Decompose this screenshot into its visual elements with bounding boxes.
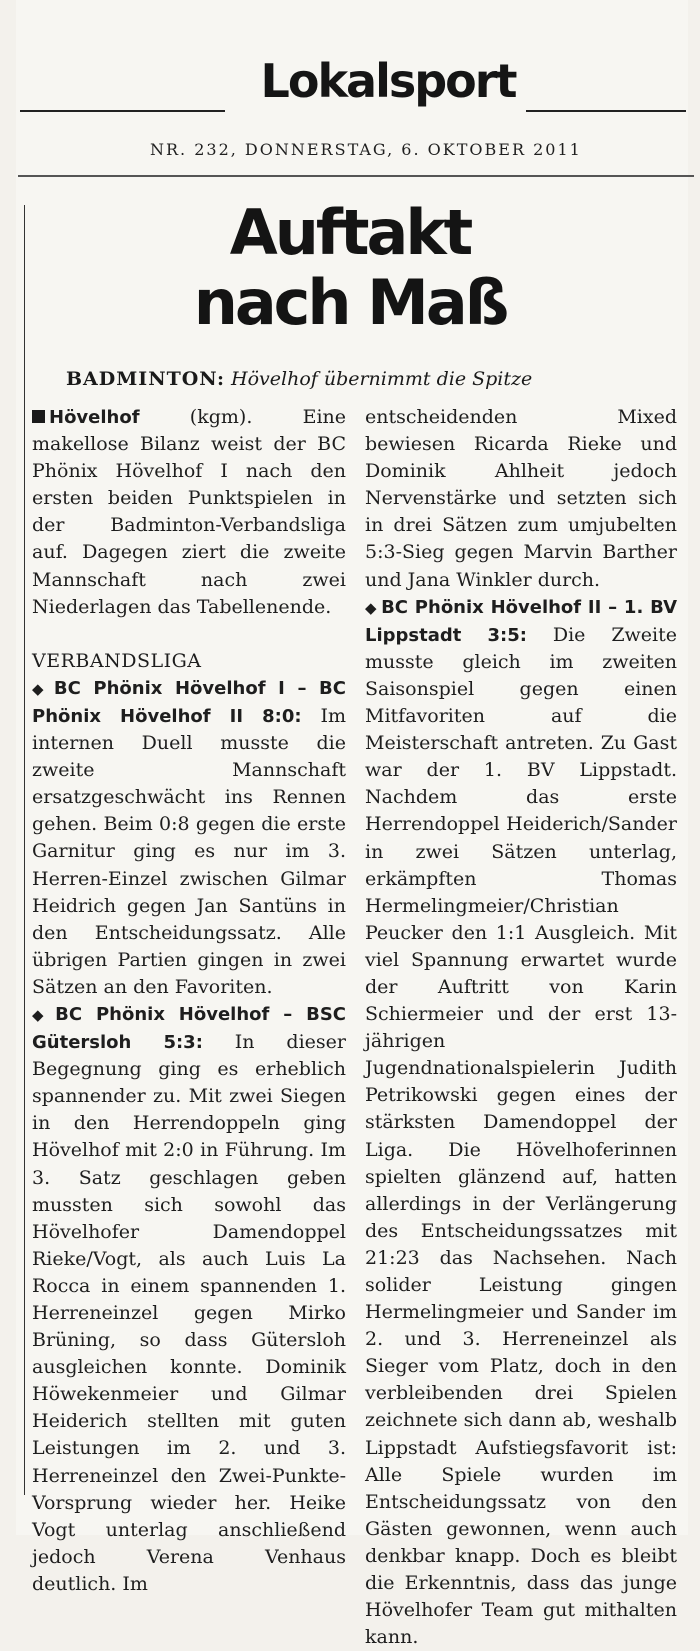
match-3-text: Die Zweite musste gleich im zweiten Saisonspiel gegen einen Mitfavoriten auf die Meisterschaft antreten. Zu Gast war der 1. BV Lippstadt. Nachdem das erste Herrendoppel Heiderich/Sander in zwei Sätzen unterlag, erkämpften Thomas Hermelingmeier/Christian Peucker den 1:1 Ausgleich. Mit viel Spannung erwartet wurde der Auftritt von Karin Schiermeier und der erst 13-jährigen Jugendnationalspielerin Judith Petrikowski gegen eines der stärksten Damendoppel der Liga. Die Hövelhoferinnen spielten glänzend auf, hatten allerdings in der Verlängerung des Entscheidungssatzes mit 21:23 das Nachsehen. Nach solider Leistung gingen Hermelingmeier und Sander im 2. und 3. Herreneinzel als Sieger vom Platz, doch in den verbleibenden drei Spielen zeichnete sich dann ab, weshalb Lippstadt Aufstiegsfavorit ist: Alle Spiele wurden im Entscheidungssatz von den Gästen gewonnen, wenn auch denkbar knapp. Doch es bleibt die Erkenntnis, dass das junge Hövelhofer Team gut mithalten kann. — [365, 623, 678, 1649]
masthead — [20, 52, 680, 122]
issue-dateline: NR. 232, DONNERSTAG, 6. OKTOBER 2011 — [150, 140, 582, 159]
match-3-paragraph — [365, 594, 677, 1651]
masthead-rule-left — [20, 110, 225, 112]
match-2-title: BC Phönix Hövelhof – BSC Gütersloh 5:3: — [32, 1003, 346, 1054]
article-column-left — [32, 404, 346, 1598]
section-title: Lokalsport — [260, 54, 516, 108]
intro-place: Hövelhof — [49, 407, 140, 428]
match-2-continuation: entscheidenden Mixed bewiesen Ricarda Rieke und Dominik Ahlheit jedoch Nervenstärke und setzten sich in drei Sätzen zum umjubelten 5:3-Sieg gegen Marvin Barther und Jana Winkler durch. — [365, 406, 677, 591]
subhead-kicker: BADMINTON: — [66, 368, 225, 390]
diamond-bullet-icon: ◆ — [365, 598, 378, 617]
diamond-bullet-icon: ◆ — [32, 1005, 52, 1024]
left-margin-rule — [24, 205, 25, 1495]
article-headline — [140, 198, 560, 338]
subhead-text: Hövelhof übernimmt die Spitze — [231, 368, 533, 390]
match-2-text: In dieser Begegnung ging es erheblich spannender zu. Mit zwei Siegen in den Herrendoppeln ging Hövelhof mit 2:0 in Führung. Im 3. Satz geschlagen geben mussten sich sowohl das Hövelhofer Damendoppel Rieke/Vogt, als auch Luis La Rocca in einem spannenden 1. Herreneinzel gegen Mirko Brüning, so dass Gütersloh ausgleichen konnte. Dominik Höwekenmeier und Gilmar Heiderich stellten mit guten Leistungen im 2. und 3. Herreneinzel den Zwei-Punkte-Vorsprung wieder her. Heike Vogt unterlag anschließend jedoch Verena Venhaus deutlich. Im — [32, 1031, 346, 1595]
match-1-paragraph — [32, 675, 346, 1001]
article-column-right — [365, 404, 677, 1651]
article-subhead — [66, 368, 666, 390]
league-label: VERBANDSLIGA — [32, 649, 202, 672]
header-divider — [18, 175, 694, 177]
match-2-paragraph — [32, 1001, 346, 1598]
masthead-rule-right — [526, 110, 686, 112]
intro-paragraph — [32, 404, 346, 621]
headline-line-2: nach Maß — [193, 266, 507, 339]
diamond-bullet-icon: ◆ — [32, 679, 50, 698]
intro-text: (kgm). Eine makellose Bilanz weist der BC Phönix Hövelhof I nach den ersten beiden Punktspielen in der Badminton-Verbandsliga auf. Dagegen ziert die zweite Mannschaft nach zwei Niederlagen das Tabellenende. — [32, 406, 347, 618]
match-1-title: BC Phönix Hövelhof I – BC Phönix Hövelhof II 8:0: — [32, 677, 346, 727]
match-1-text: Im internen Duell musste die zweite Mannschaft ersatzgeschwächt ins Rennen gehen. Beim 0:8 gegen die erste Garnitur ging es nur im 3. Herren-Einzel zwischen Gilmar Heidrich gegen Jan Santüns in den Entscheidungssatz. Alle übrigen Partien gingen in zwei Sätzen an den Favoriten. — [32, 704, 346, 998]
match-3-title: BC Phönix Hövelhof II – 1. BV Lippstadt 3:5: — [365, 596, 677, 646]
square-bullet-icon — [32, 410, 45, 423]
headline-line-1: Auftakt — [229, 196, 471, 269]
